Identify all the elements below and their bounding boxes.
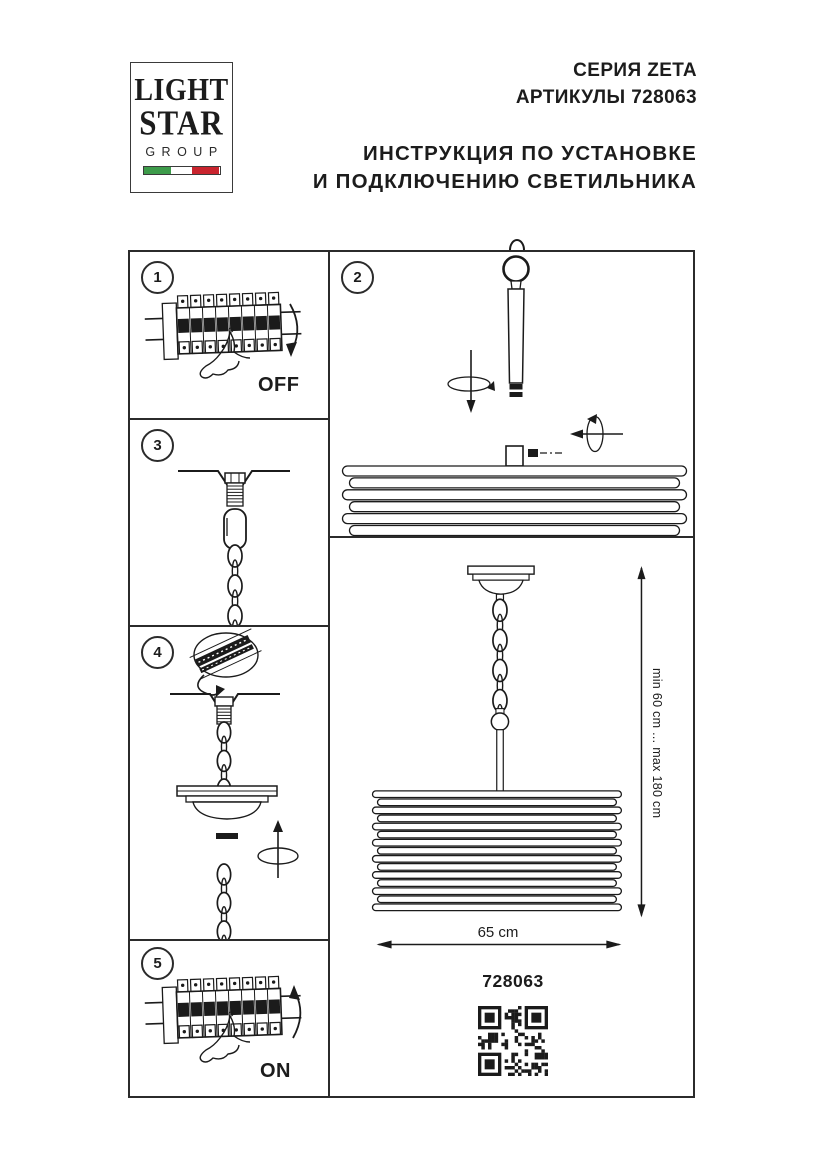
step5-panel <box>128 941 330 1098</box>
step4-number: 4 <box>153 644 162 661</box>
lightstar-logo <box>130 62 233 193</box>
article-number-label: 728063 <box>482 971 544 991</box>
width-label: 65 cm <box>477 924 519 941</box>
logo-word-light: LIGHT <box>134 73 229 108</box>
chain-link-above-border <box>502 236 532 250</box>
step4-panel <box>128 627 330 941</box>
on-label: ON <box>260 1060 291 1082</box>
step2-number: 2 <box>353 269 362 286</box>
height-range-label: min 60 cm ... max 180 cm <box>650 668 664 819</box>
step3-number-badge <box>141 429 174 462</box>
flag-red-band <box>192 167 219 174</box>
article-title: АРТИКУЛЫ 728063 <box>515 87 697 108</box>
italian-flag-stripe <box>143 166 221 175</box>
instruction-title-line2: И ПОДКЛЮЧЕНИЮ СВЕТИЛЬНИКА <box>312 170 697 193</box>
step1-panel <box>128 250 330 420</box>
rod-shade-assembly-drawing <box>330 252 693 536</box>
off-label: OFF <box>258 374 300 396</box>
instruction-title-line1: ИНСТРУКЦИЯ ПО УСТАНОВКЕ <box>363 142 697 165</box>
flag-white-band <box>171 167 192 174</box>
qr-code <box>478 1006 548 1076</box>
step5-number: 5 <box>153 955 162 972</box>
logo-word-group: GROUP <box>145 145 224 159</box>
canopy-adjust-drawing <box>130 627 328 939</box>
step1-number-badge <box>141 261 174 294</box>
logo-word-star: STAR <box>139 102 224 143</box>
step2-number-badge <box>341 261 374 294</box>
step3-number: 3 <box>153 437 162 454</box>
dimensions-panel <box>330 538 695 1098</box>
step3-panel <box>128 420 330 627</box>
step4-number-badge <box>141 636 174 669</box>
flag-green-band <box>144 167 171 174</box>
step2-panel <box>330 250 695 538</box>
step5-number-badge <box>141 947 174 980</box>
step1-number: 1 <box>153 269 162 286</box>
series-title: СЕРИЯ ZETA <box>573 60 697 81</box>
